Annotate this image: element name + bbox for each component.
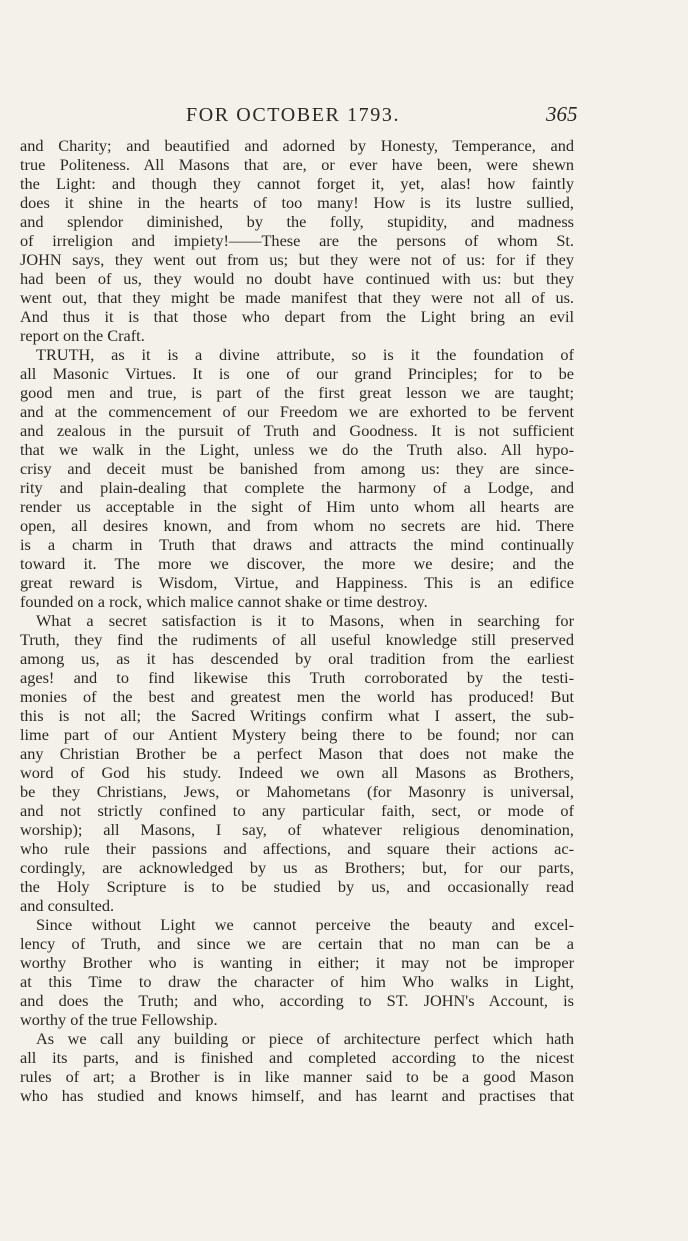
- text-line: had been of us, they would no doubt have continued with us: but they: [20, 269, 574, 288]
- text-line: toward it. The more we discover, the more we desire; and the: [20, 554, 574, 573]
- text-line: and Charity; and beautified and adorned by Honesty, Temperance, and: [20, 136, 574, 155]
- text-line: at this Time to draw the character of him Who walks in Light,: [20, 972, 574, 991]
- text-line: does it shine in the hearts of too many! How is its lustre sullied,: [20, 193, 574, 212]
- text-line: ages! and to find likewise this Truth corroborated by the testi-: [20, 668, 574, 687]
- text-line: is a charm in Truth that draws and attracts the mind continually: [20, 535, 574, 554]
- text-line: be they Christians, Jews, or Mahometans (for Masonry is universal,: [20, 782, 574, 801]
- text-line: And thus it is that those who depart from the Light bring an evil: [20, 307, 574, 326]
- text-line: cordingly, are acknowledged by us as Brothers; but, for our parts,: [20, 858, 574, 877]
- text-line: As we call any building or piece of architecture perfect which hath: [36, 1029, 574, 1048]
- text-line: rules of art; a Brother is in like manner said to be a good Mason: [20, 1067, 574, 1086]
- body-text: [20, 136, 574, 1105]
- text-line: report on the Craft.: [20, 326, 145, 345]
- text-line: true Politeness. All Masons that are, or ever have been, were shewn: [20, 155, 574, 174]
- text-line: and does the Truth; and who, according to ST. JOHN's Account, is: [20, 991, 574, 1010]
- text-line: worthy of the true Fellowship.: [20, 1010, 218, 1029]
- text-line: JOHN says, they went out from us; but they were not of us: for if they: [20, 250, 574, 269]
- text-line: and zealous in the pursuit of Truth and Goodness. It is not sufficient: [20, 421, 574, 440]
- page-header: [0, 100, 688, 130]
- text-line: and at the commencement of our Freedom we are exhorted to be fervent: [20, 402, 574, 421]
- text-line: worship); all Masons, I say, of whatever religious denomination,: [20, 820, 574, 839]
- text-line: that we walk in the Light, unless we do the Truth also. All hypo-: [20, 440, 574, 459]
- text-line: this is not all; the Sacred Writings confirm what I assert, the sub-: [20, 706, 574, 725]
- text-line: and not strictly confined to any particular faith, sect, or mode of: [20, 801, 574, 820]
- text-line: founded on a rock, which malice cannot shake or time destroy.: [20, 592, 428, 611]
- text-line: great reward is Wisdom, Virtue, and Happiness. This is an edifice: [20, 573, 574, 592]
- text-line: good men and true, is part of the first great lesson we are taught;: [20, 383, 574, 402]
- text-line: of irreligion and impiety!——These are the persons of whom St.: [20, 231, 574, 250]
- text-line: Truth, they find the rudiments of all useful knowledge still preserved: [20, 630, 574, 649]
- text-line: Since without Light we cannot perceive the beauty and excel-: [36, 915, 574, 934]
- text-line: all its parts, and is finished and completed according to the nicest: [20, 1048, 574, 1067]
- text-line: among us, as it has descended by oral tradition from the earliest: [20, 649, 574, 668]
- text-line: monies of the best and greatest men the world has produced! But: [20, 687, 574, 706]
- text-line: open, all desires known, and from whom no secrets are hid. There: [20, 516, 574, 535]
- text-line: who has studied and knows himself, and has learnt and practises that: [20, 1086, 574, 1105]
- text-line: all Masonic Virtues. It is one of our grand Principles; for to be: [20, 364, 574, 383]
- text-line: lency of Truth, and since we are certain that no man can be a: [20, 934, 574, 953]
- text-line: who rule their passions and affections, and square their actions ac-: [20, 839, 574, 858]
- text-line: went out, that they might be made manifest that they were not all of us.: [20, 288, 574, 307]
- text-line: What a secret satisfaction is it to Masons, when in searching for: [36, 611, 574, 630]
- text-line: word of God his study. Indeed we own all Masons as Brothers,: [20, 763, 574, 782]
- text-line: any Christian Brother be a perfect Mason that does not make the: [20, 744, 574, 763]
- running-head: FOR OCTOBER 1793.: [186, 104, 401, 126]
- text-line: lime part of our Antient Mystery being there to be found; nor can: [20, 725, 574, 744]
- text-line: the Holy Scripture is to be studied by us, and occasionally read: [20, 877, 574, 896]
- text-line: crisy and deceit must be banished from among us: they are since-: [20, 459, 574, 478]
- text-line: rity and plain-dealing that complete the harmony of a Lodge, and: [20, 478, 574, 497]
- text-line: and consulted.: [20, 896, 115, 915]
- text-line: TRUTH, as it is a divine attribute, so is it the foundation of: [36, 345, 574, 364]
- text-line: worthy Brother who is wanting in either; it may not be improper: [20, 953, 574, 972]
- text-line: render us acceptable in the sight of Him unto whom all hearts are: [20, 497, 574, 516]
- page-number: 365: [546, 102, 578, 126]
- text-line: and splendor diminished, by the folly, stupidity, and madness: [20, 212, 574, 231]
- text-line: the Light: and though they cannot forget it, yet, alas! how faintly: [20, 174, 574, 193]
